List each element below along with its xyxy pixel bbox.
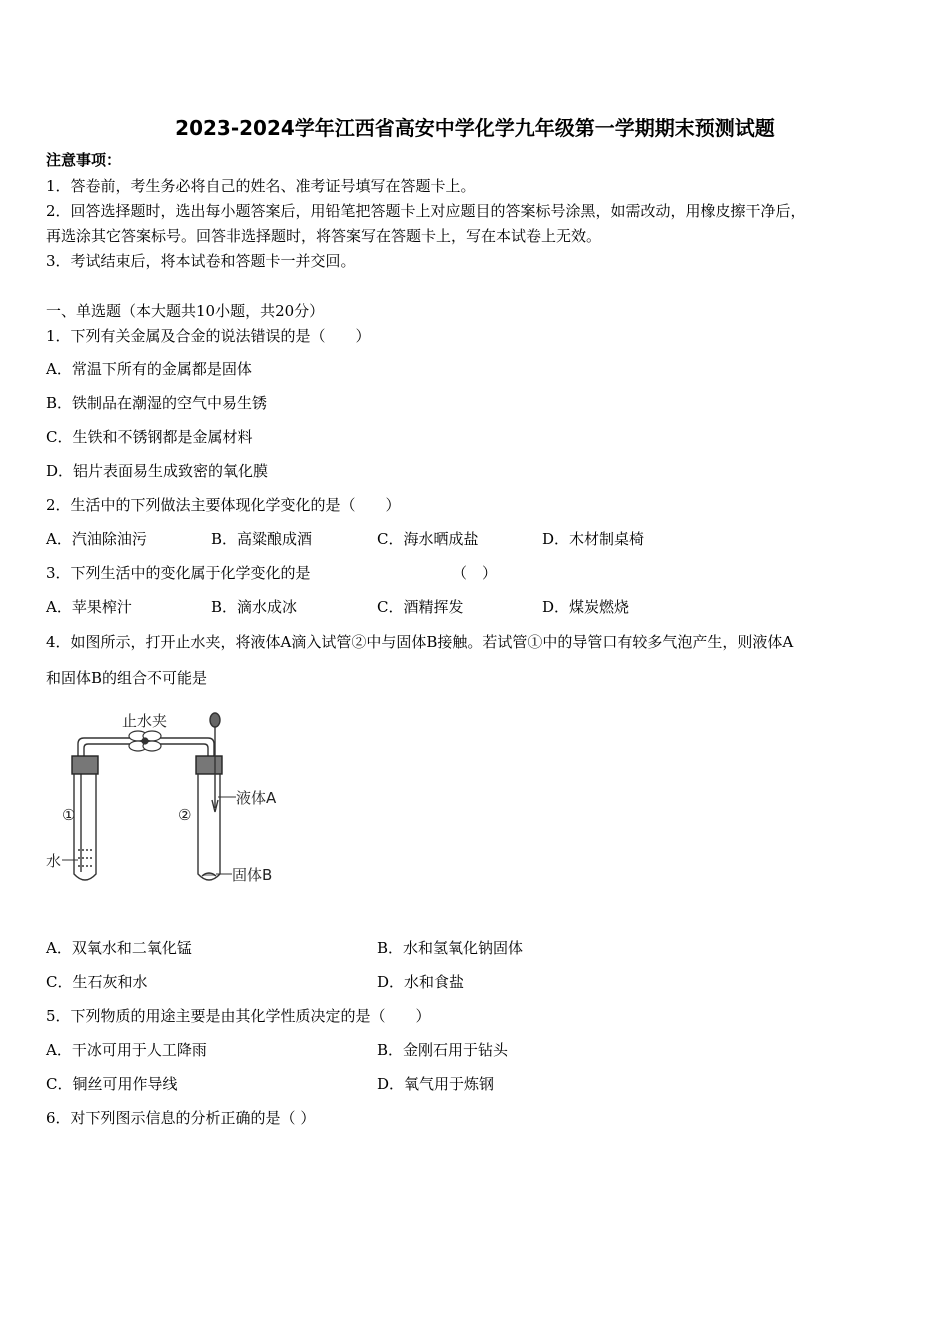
q1-option-c: C．生铁和不锈钢都是金属材料 [46,428,253,446]
tube-1-label: ① [62,806,76,824]
q3-option-a: A．苹果榨汁 [46,598,132,616]
question-6-stem: 6．对下列图示信息的分析正确的是（ ） [46,1109,316,1127]
q5-option-d: D．氧气用于炼钢 [377,1075,495,1093]
q5-option-b: B．金刚石用于钻头 [377,1041,509,1059]
notice-item: 1．答卷前，考生务必将自己的姓名、准考证号填写在答题卡上。 [46,177,476,195]
q1-option-d: D．铝片表面易生成致密的氧化膜 [46,462,269,480]
q3-option-b: B．滴水成冰 [211,598,298,616]
notice-item: 再选涂其它答案标号。回答非选择题时，将答案写在答题卡上，写在本试卷上无效。 [46,227,602,245]
clamp-icon [129,731,161,751]
q1-option-b: B．铁制品在潮湿的空气中易生锈 [46,394,268,412]
tube-2-label: ② [178,806,192,824]
q1-option-a: A．常温下所有的金属都是固体 [46,360,252,378]
notice-item: 2．回答选择题时，选出每小题答案后，用铅笔把答题卡上对应题目的答案标号涂黑，如需改动，用橡皮擦干净后， [46,202,806,220]
q2-option-a: A．汽油除油污 [46,530,147,548]
q4-option-d: D．水和食盐 [377,973,465,991]
clamp-label: 止水夹 [122,712,168,730]
q2-option-c: C．海水晒成盐 [377,530,479,548]
q3-option-d: D．煤炭燃烧 [542,598,630,616]
q2-option-d: D．木材制桌椅 [542,530,645,548]
question-5-stem: 5．下列物质的用途主要是由其化学性质决定的是（ ） [46,1007,431,1025]
q4-option-c: C．生石灰和水 [46,973,148,991]
notice-heading: 注意事项： [46,151,122,169]
water-label: 水 [46,852,62,870]
page-title: 2023-2024学年江西省高安中学化学九年级第一学期期末预测试题 [175,116,775,140]
q3-answer-paren: （ ） [452,564,498,582]
question-3-stem: 3．下列生活中的变化属于化学变化的是 [46,564,311,582]
notice-item: 3．考试结束后，将本试卷和答题卡一并交回。 [46,252,356,270]
liquid-a-label: 液体A [236,789,277,807]
q4-option-b: B．水和氢氧化钠固体 [377,939,524,957]
q2-option-b: B．高粱酿成酒 [211,530,313,548]
test-tube-1 [72,756,98,880]
q5-option-a: A．干冰可用于人工降雨 [46,1041,207,1059]
question-4-stem: 4．如图所示，打开止水夹，将液体A滴入试管②中与固体B接触。若试管①中的导管口有较多气泡产生，则液体A [46,633,794,651]
question-2-stem: 2．生活中的下列做法主要体现化学变化的是（ ） [46,496,401,514]
q5-option-c: C．铜丝可用作导线 [46,1075,178,1093]
section-heading: 一、单选题（本大题共10小题，共20分） [46,302,325,320]
apparatus-diagram [40,700,300,900]
question-4-stem-cont: 和固体B的组合不可能是 [46,669,208,687]
question-1-stem: 1．下列有关金属及合金的说法错误的是（ ） [46,327,371,345]
q3-option-c: C．酒精挥发 [377,598,464,616]
q4-option-a: A．双氧水和二氧化锰 [46,939,192,957]
solid-b-label: 固体B [232,866,273,884]
